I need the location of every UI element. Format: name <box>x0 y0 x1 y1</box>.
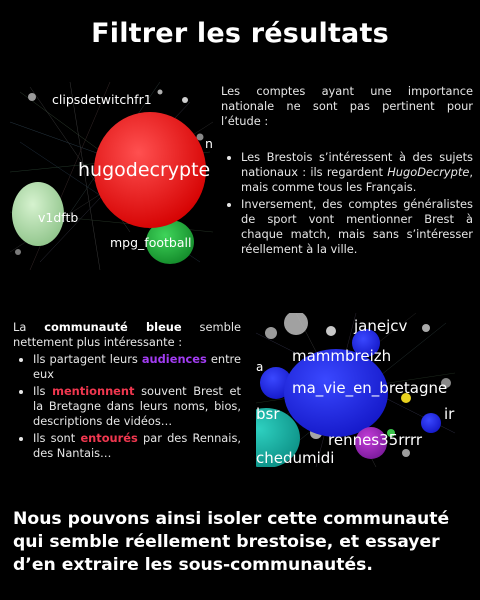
section2-intro: La communauté bleue semble nettement plus intéressante : <box>13 320 241 349</box>
network-graph-blue-community <box>256 313 455 467</box>
section1-intro: Les comptes ayant une importance nationale ne sont pas pertinent pour l’étude : <box>221 84 473 128</box>
node-grey-1 <box>284 313 308 335</box>
node-blue-small-3 <box>421 413 441 433</box>
graph2-label-2: ma_vie_en_bretagne <box>292 379 448 397</box>
section1-list <box>221 150 473 259</box>
section2-bullet-1: • Ils partagent leurs audiences entre eux <box>33 352 241 382</box>
graph1-label-0: clipsdetwitchfr1 <box>52 92 152 107</box>
graph1-label-4: n <box>205 136 213 151</box>
node-small-2 <box>182 97 188 103</box>
graph2-label-1: mammbreizh <box>292 347 392 365</box>
graph1-label-1: hugodecrypte <box>78 159 211 181</box>
node-small-4 <box>15 249 21 255</box>
section2-bullet-3: • Ils sont entourés par des Rennais, des Nantais… <box>33 431 241 461</box>
node-grey-3 <box>326 326 336 336</box>
graph2-label-4: ir <box>444 405 455 423</box>
graph1-label-2: v1dftb <box>38 210 79 225</box>
node-grey-2 <box>265 327 277 339</box>
section1-bullet-2: • Inversement, des comptes généralistes de sport vont mentionner Brest à chaque match, mais sans s’intéresser réellement à la ville. <box>241 197 473 257</box>
page-title: Filtrer les résultats <box>91 18 389 49</box>
network-graph-national <box>10 82 213 270</box>
graph2-label-6: chedumidi <box>256 449 335 467</box>
graph2-label-7: a <box>256 360 264 374</box>
graph2-label-5: rennes35rrrr <box>328 431 423 449</box>
node-small-5 <box>158 90 163 95</box>
node-grey-7 <box>402 449 410 457</box>
conclusion-text: Nous pouvons ainsi isoler cette communauté qui semble réellement brestoise, et essayer d’en extraire les sous-communautés. <box>13 509 450 575</box>
graph2-label-0: janejcv <box>354 317 408 335</box>
node-grey-4 <box>422 324 430 332</box>
section1-bullet-1: • Les Brestois s’intéressent à des sujets nationaux : ils regardent HugoDecrypte, mais comme tous les Français. <box>241 150 473 195</box>
node-small-1 <box>28 93 36 101</box>
section2-bullet-2: • Ils mentionnent souvent Brest et la Bretagne dans leurs noms, bios, descriptions de vidéos… <box>33 384 241 429</box>
graph1-label-3: mpg_football <box>110 235 192 250</box>
section2-list <box>13 352 241 463</box>
graph2-label-3: bsr <box>256 405 280 423</box>
